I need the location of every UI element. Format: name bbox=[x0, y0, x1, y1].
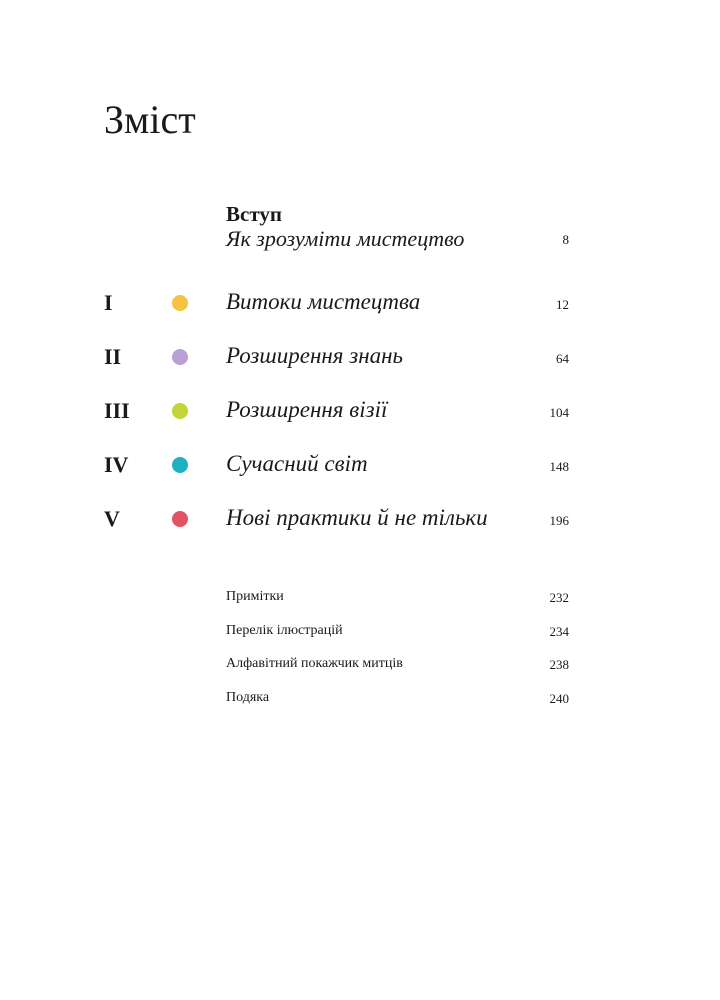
part-title: Нові практики й не тільки bbox=[226, 505, 488, 530]
intro-page-number: 8 bbox=[562, 232, 569, 247]
color-dot-icon bbox=[172, 511, 188, 527]
back-matter-title: Подяка bbox=[226, 690, 270, 705]
page-title: Зміст bbox=[104, 97, 196, 142]
part-page-number: 64 bbox=[556, 351, 569, 366]
back-matter-page-number: 238 bbox=[549, 657, 569, 672]
toc-part-2[interactable] bbox=[0, 342, 720, 372]
back-matter-title: Перелік ілюстрацій bbox=[226, 623, 343, 638]
toc-part-3[interactable] bbox=[0, 396, 720, 426]
part-numeral: III bbox=[104, 398, 130, 423]
part-numeral: II bbox=[104, 344, 122, 369]
intro-heading: Вступ bbox=[226, 202, 282, 226]
toc-part-1[interactable] bbox=[0, 288, 720, 318]
back-matter-page-number: 234 bbox=[549, 624, 569, 639]
intro-subtitle: Як зрозуміти мистецтво bbox=[226, 226, 465, 251]
part-page-number: 196 bbox=[549, 513, 569, 528]
part-numeral: I bbox=[104, 290, 113, 315]
part-title: Розширення знань bbox=[226, 343, 403, 368]
part-page-number: 148 bbox=[549, 459, 569, 474]
color-dot-icon bbox=[172, 349, 188, 365]
toc-part-4[interactable] bbox=[0, 450, 720, 480]
back-matter-title: Алфавітний покажчик митців bbox=[226, 656, 403, 671]
part-numeral: IV bbox=[104, 452, 129, 477]
back-matter-page-number: 240 bbox=[549, 691, 569, 706]
part-numeral: V bbox=[104, 506, 120, 531]
color-dot-icon bbox=[172, 457, 188, 473]
toc-back-illustrations[interactable] bbox=[0, 624, 720, 644]
toc-back-notes[interactable] bbox=[0, 590, 720, 610]
part-page-number: 104 bbox=[549, 405, 569, 420]
back-matter-page-number: 232 bbox=[549, 590, 569, 605]
toc-part-5[interactable] bbox=[0, 504, 720, 534]
toc-back-acknowledgements[interactable] bbox=[0, 691, 720, 711]
color-dot-icon bbox=[172, 403, 188, 419]
color-dot-icon bbox=[172, 295, 188, 311]
toc-back-index[interactable] bbox=[0, 657, 720, 677]
back-matter-title: Примітки bbox=[226, 589, 284, 604]
part-title: Розширення візії bbox=[226, 397, 388, 422]
part-page-number: 12 bbox=[556, 297, 569, 312]
part-title: Витоки мистецтва bbox=[226, 289, 421, 314]
part-title: Сучасний світ bbox=[226, 451, 368, 476]
